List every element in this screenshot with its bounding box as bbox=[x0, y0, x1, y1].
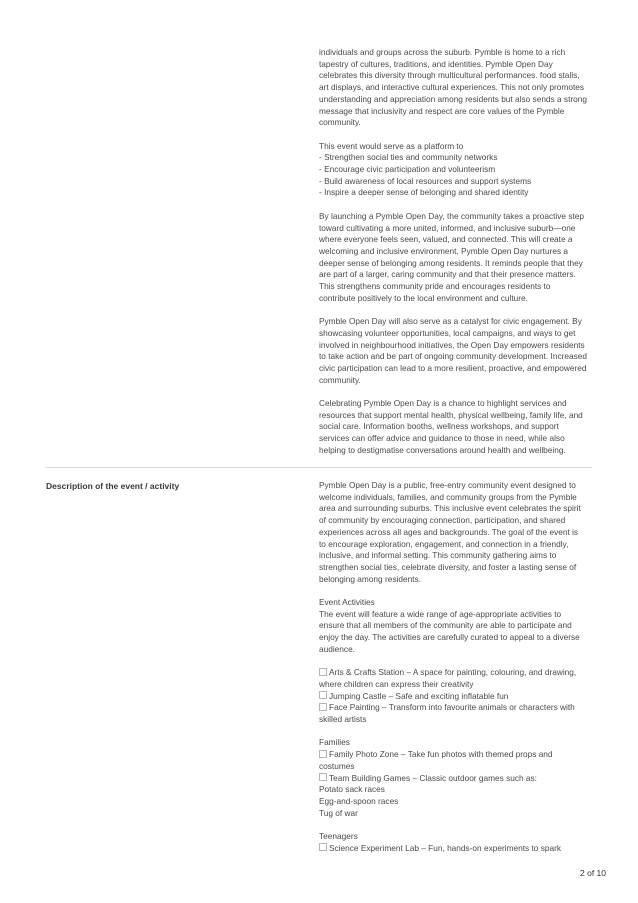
text-line bbox=[319, 679, 604, 691]
text-line-content: Tug of war bbox=[319, 807, 358, 818]
text-line bbox=[319, 141, 604, 153]
text-line-content: understanding and appreciation among residents but also sends a strong bbox=[319, 93, 587, 104]
text-line-content: audience. bbox=[319, 643, 355, 654]
text-line bbox=[319, 597, 604, 609]
text-line-content: Pymble Open Day is a public, free-entry community event designed to bbox=[319, 480, 576, 490]
text-line-content: belonging among residents. bbox=[319, 573, 421, 584]
text-line bbox=[319, 831, 604, 843]
text-line-content: Celebrating Pymble Open Day is a chance to highlight services and bbox=[319, 398, 567, 409]
text-line bbox=[319, 480, 604, 492]
text-line-content: where everyone feels seen, valued, and connected. This will create a bbox=[319, 234, 573, 245]
checkbox-glyph-icon bbox=[319, 703, 327, 711]
text-line bbox=[319, 281, 604, 293]
text-line-content: individuals and groups across the suburb. Pymble is home to a rich bbox=[319, 47, 566, 57]
text-line bbox=[319, 550, 604, 562]
section1-text bbox=[319, 47, 604, 457]
text-line bbox=[319, 562, 604, 574]
text-line bbox=[319, 258, 604, 270]
text-line bbox=[319, 246, 604, 258]
text-line-content: costumes bbox=[319, 760, 355, 771]
text-line bbox=[319, 492, 604, 504]
text-line bbox=[319, 106, 604, 118]
text-line-content: of community by encouraging connection, participation, and shared bbox=[319, 515, 566, 526]
text-line bbox=[319, 445, 604, 457]
text-line bbox=[319, 421, 604, 433]
paragraph-gap bbox=[319, 819, 604, 831]
text-line-content: Face Painting – Transform into favourite animals or characters with bbox=[329, 702, 575, 713]
text-line-content: Pymble Open Day will also serve as a catalyst for civic engagement. By bbox=[319, 316, 582, 327]
text-line bbox=[319, 667, 604, 679]
page-number: 2 of 10 bbox=[580, 868, 606, 878]
text-line bbox=[319, 363, 604, 375]
text-line-content: welcome individuals, families, and community groups from the Pymble bbox=[319, 491, 577, 502]
text-line bbox=[319, 761, 604, 773]
text-line-content: showcasing volunteer opportunities, local campaigns, and ways to get bbox=[319, 327, 576, 338]
text-line bbox=[319, 773, 604, 785]
text-line bbox=[319, 223, 604, 235]
text-line bbox=[319, 187, 604, 199]
text-line-content: Jumping Castle – Safe and exciting inflatable fun bbox=[329, 690, 509, 701]
paragraph-gap bbox=[319, 656, 604, 668]
text-line bbox=[319, 527, 604, 539]
text-line-content: tapestry of cultures, traditions, and identities. Pymble Open Day bbox=[319, 58, 553, 69]
text-line-content: involved in neighbourhood initiatives, the Open Day empowers residents bbox=[319, 339, 585, 350]
text-line-content: celebrates this diversity through multicultural performances. food stalls, bbox=[319, 70, 580, 81]
text-line-content: welcoming and inclusive environment, Pymble Open Day nurtures a bbox=[319, 245, 569, 256]
text-line bbox=[319, 59, 604, 71]
text-line-content: experiences across all ages and backgrounds. The goal of the event is bbox=[319, 526, 579, 537]
paragraph-gap bbox=[319, 585, 604, 597]
paragraph-gap bbox=[319, 386, 604, 398]
text-line bbox=[319, 539, 604, 551]
text-line bbox=[319, 351, 604, 363]
text-line-content: Science Experiment Lab – Fun, hands-on experiments to spark bbox=[329, 842, 561, 853]
paragraph-gap bbox=[319, 726, 604, 738]
text-line bbox=[319, 328, 604, 340]
text-line bbox=[319, 433, 604, 445]
text-line bbox=[319, 94, 604, 106]
text-line-content: to encourage exploration, engagement, and connection in a friendly, bbox=[319, 538, 569, 549]
text-line bbox=[319, 398, 604, 410]
text-line-content: contribute positively to the local environment and culture. bbox=[319, 292, 528, 303]
text-line-content: Team Building Games – Classic outdoor games such as: bbox=[329, 772, 537, 783]
text-line bbox=[319, 293, 604, 305]
text-line-content: community. bbox=[319, 374, 361, 385]
text-line-content: where children can express their creativity bbox=[319, 678, 474, 689]
section2-text bbox=[319, 480, 604, 854]
text-line-content: enjoy the day. The activities are carefully curated to appeal to a diverse bbox=[319, 632, 580, 643]
text-line bbox=[319, 714, 604, 726]
checkbox-glyph-icon bbox=[319, 691, 327, 699]
field-label-description: Description of the event / activity bbox=[46, 481, 180, 491]
text-line-content: art displays, and interactive cultural experiences. This not only promotes bbox=[319, 82, 585, 93]
text-line-content: - Inspire a deeper sense of belonging and shared identity bbox=[319, 187, 529, 198]
text-line bbox=[319, 737, 604, 749]
text-line bbox=[319, 82, 604, 94]
text-line-content: services can offer advice and guidance to those in need, while also bbox=[319, 433, 565, 444]
text-line bbox=[319, 843, 604, 855]
text-line bbox=[319, 609, 604, 621]
text-line-content: deeper sense of belonging among residents. It reminds people that they bbox=[319, 257, 583, 268]
text-line-content: By launching a Pymble Open Day, the community takes a proactive step bbox=[319, 210, 585, 221]
text-line-content: community. bbox=[319, 117, 361, 128]
text-line bbox=[319, 164, 604, 176]
text-line-content: Family Photo Zone – Take fun photos with themed props and bbox=[329, 749, 553, 760]
text-line bbox=[319, 234, 604, 246]
text-line bbox=[319, 47, 604, 59]
section-divider bbox=[46, 467, 592, 468]
text-line bbox=[319, 784, 604, 796]
text-line-content: Arts & Crafts Station – A space for painting, colouring, and drawing, bbox=[329, 667, 577, 678]
text-line-content: This event would serve as a platform to bbox=[319, 140, 464, 151]
text-line bbox=[319, 211, 604, 223]
text-line-content: civic participation can lead to a more resilient, proactive, and empowered bbox=[319, 362, 587, 373]
text-line bbox=[319, 808, 604, 820]
text-line bbox=[319, 340, 604, 352]
text-line-content: Potato sack races bbox=[319, 784, 385, 795]
text-line-content: Egg-and-spoon races bbox=[319, 795, 399, 806]
text-line-content: Teenagers bbox=[319, 831, 358, 842]
text-line bbox=[319, 316, 604, 328]
paragraph-gap bbox=[319, 129, 604, 141]
text-line bbox=[319, 632, 604, 644]
text-line bbox=[319, 70, 604, 82]
text-line-content: resources that support mental health, physical wellbeing, family life, and bbox=[319, 409, 583, 420]
text-line-content: The event will feature a wide range of age-appropriate activities to bbox=[319, 608, 562, 619]
text-line-content: message that inclusivity and respect are core values of the Pymble bbox=[319, 105, 565, 116]
text-line-content: ensure that all members of the community are able to participate and bbox=[319, 620, 572, 631]
text-line-content: area and surrounding suburbs. This inclusive event celebrates the spirit bbox=[319, 503, 581, 514]
text-line-content: Families bbox=[319, 737, 350, 748]
text-line-content: helping to destigmatise conversations around health and wellbeing. bbox=[319, 444, 566, 455]
text-line-content: to take action and be part of ongoing community development. Increased bbox=[319, 351, 587, 362]
text-line bbox=[319, 503, 604, 515]
text-line bbox=[319, 269, 604, 281]
text-line-content: toward cultivating a more united, informed, and inclusive suburb—one bbox=[319, 222, 576, 233]
text-line bbox=[319, 515, 604, 527]
text-line bbox=[319, 691, 604, 703]
text-line-content: strengthen social ties, celebrate diversity, and foster a lasting sense of bbox=[319, 561, 577, 572]
text-line bbox=[319, 176, 604, 188]
text-line bbox=[319, 574, 604, 586]
text-line bbox=[319, 796, 604, 808]
text-line-content: - Build awareness of local resources and support systems bbox=[319, 175, 532, 186]
text-line-content: skilled artists bbox=[319, 714, 367, 725]
text-line-content: This strengthens community pride and encourages residents to bbox=[319, 281, 551, 292]
text-line-content: - Strengthen social ties and community networks bbox=[319, 152, 498, 163]
paragraph-gap bbox=[319, 304, 604, 316]
checkbox-glyph-icon bbox=[319, 843, 327, 851]
paragraph-gap bbox=[319, 199, 604, 211]
text-line bbox=[319, 620, 604, 632]
text-line bbox=[319, 375, 604, 387]
text-line bbox=[319, 410, 604, 422]
checkbox-glyph-icon bbox=[319, 773, 327, 781]
text-line bbox=[319, 152, 604, 164]
text-line-content: Event Activities bbox=[319, 597, 375, 608]
text-line bbox=[319, 644, 604, 656]
text-line-content: are part of a larger, caring community and that their presence matters. bbox=[319, 269, 576, 280]
text-line-content: - Encourage civic participation and volunteerism bbox=[319, 164, 496, 175]
text-line bbox=[319, 117, 604, 129]
checkbox-glyph-icon bbox=[319, 668, 327, 676]
text-line bbox=[319, 749, 604, 761]
text-line-content: social care. Information booths, wellness workshops, and support bbox=[319, 421, 559, 432]
text-line bbox=[319, 702, 604, 714]
checkbox-glyph-icon bbox=[319, 750, 327, 758]
text-line-content: inclusive, and informal setting. This community gathering aims to bbox=[319, 550, 557, 561]
